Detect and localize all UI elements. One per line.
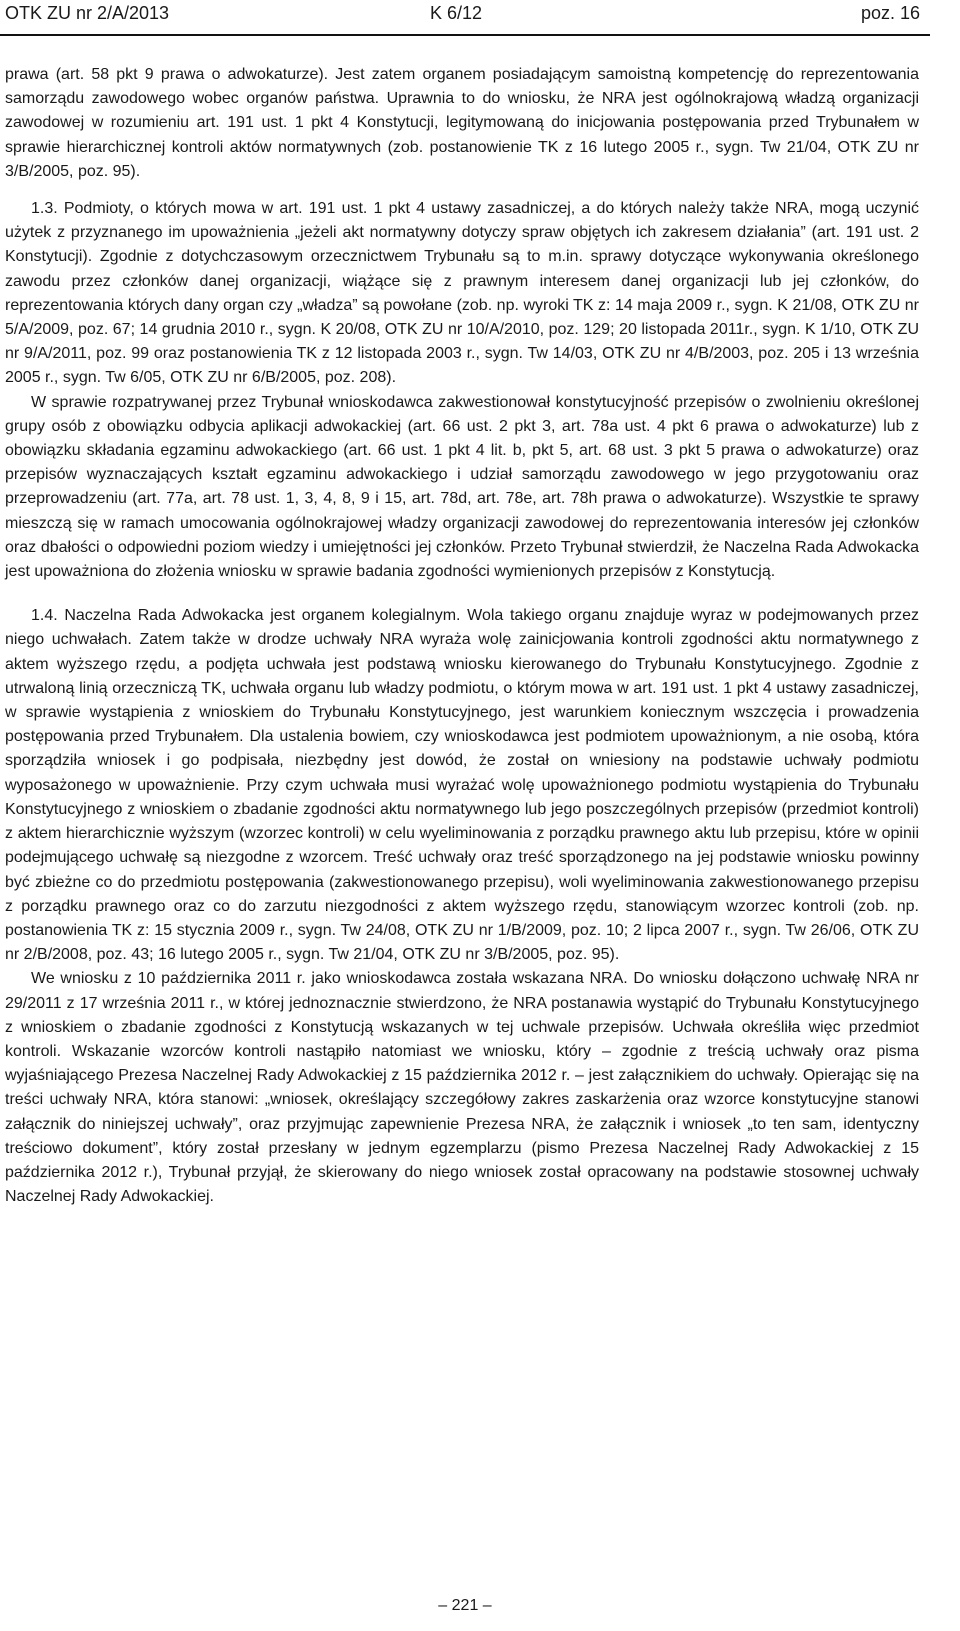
- paragraph-section-1-3: 1.3. Podmioty, o których mowa w art. 191 ust. 1 pkt 4 ustawy zasadniczej, a do których należy także NRA, mogą uczynić użytek z przyznanego im upoważnienia „jeżeli akt normatywny dotyczy spraw objętych ich zakresem działania” (art. 191 ust. 2 Konstytucji). Zgodnie z dotychczasowym orzecznictwem Trybunału są to m.in. sprawy dotyczące wykonywania określonego zawodu przez członków danej organizacji, wiążące się z prawnym interesem danej organizacji lub jej członków, do reprezentowania których dany organ czy „władza” są powołane (zob. np. wyroki TK z: 14 maja 2009 r., sygn. K 21/08, OTK ZU nr 5/A/2009, poz. 67; 14 grudnia 2010 r., sygn. K 20/08, OTK ZU nr 10/A/2010, poz. 129; 20 listopada 2011r., sygn. K 1/10, OTK ZU nr 9/A/2011, poz. 99 oraz postanowienia TK z 12 listopada 2003 r., sygn. Tw 14/03, OTK ZU nr 4/B/2003, poz. 205 i 13 września 2005 r., sygn. Tw 6/05, OTK ZU nr 6/B/2005, poz. 208).: [5, 200, 919, 387]
- paragraph-section-1-4: 1.4. Naczelna Rada Adwokacka jest organem kolegialnym. Wola takiego organu znajduje wyraz w podejmowanych przez niego uchwałach. Zatem także w drodze uchwały NRA wyraża wolę zainicjowania kontroli zgodności aktu normatywnego z aktem wyższego rzędu, a podjęta uchwała jest podstawą wniosku kierowanego do Trybunału Konstytucyjnego. Zgodnie z utrwaloną linią orzeczniczą TK, uchwała organu lub władzy podmiotu, o którym mowa w art. 191 ust. 1 pkt 4 ustawy zasadniczej, w sprawie wystąpienia z wnioskiem do Trybunału Konstytucyjnego, jest warunkiem koniecznym wszczęcia i prowadzenia postępowania przed Trybunałem. Dla ustalenia bowiem, czy wnioskodawca jest podmiotem upoważnionym, a nie osobą, która sporządziła wniosek i go podpisała, niezbędny jest dowód, że został on wniesiony na podstawie uchwały podmiotu wyposażonego w upoważnienie. Przy czym uchwała musi wyrażać wolę upoważnionego podmiotu wystąpienia do Trybunału Konstytucyjnego z wnioskiem o zbadanie zgodności aktu normatywnego lub jego poszczególnych przepisów (przedmiot kontroli) z aktem hierarchicznie wyższym (wzorzec kontroli) w celu wyeliminowania z porządku prawnego aktu lub przepisu, które w opinii podejmującego uchwałę są niezgodne z wzorcem. Treść uchwały oraz treść sporządzonego na jej podstawie wniosku powinny być zbieżne co do przedmiotu postępowania (zakwestionowanego przepisu), woli wyeliminowania zakwestionowanego przepisu z porządku prawnego oraz co do zarzutu niezgodności z aktem wyższego rzędu, stanowiącym wzorzec kontroli (zob. np. postanowienia TK z: 15 stycznia 2009 r., sygn. Tw 24/08, OTK ZU nr 1/B/2009, poz. 10; 2 lipca 2007 r., sygn. Tw 26/06, OTK ZU nr 2/B/2008, poz. 43; 16 lutego 2005 r., sygn. Tw 21/04, OTK ZU nr 3/B/2005, poz. 95).: [5, 607, 919, 964]
- position-number: poz. 16: [860, 3, 920, 23]
- paragraph-continuation: prawa (art. 58 pkt 9 prawa o adwokaturze). Jest zatem organem posiadającym samoistną kompetencję do reprezentowania samorządu zawodowego wobec organów państwa. Uprawnia to do wniosku, że NRA jest ogólnokrajową władzą organizacji zawodowej w rozumieniu art. 191 ust. 1 pkt 4 Konstytucji, legitymowaną do inicjowania postępowania przed Trybunałem w sprawie hierarchicznej kontroli aktów normatywnych (zob. postanowienie TK z 16 lutego 2005 r., sygn. Tw 21/04, OTK ZU nr 3/B/2005, poz. 95).: [5, 66, 919, 180]
- page-footer: [0, 1596, 930, 1616]
- paragraph-case-scope: W sprawie rozpatrywanej przez Trybunał wnioskodawca zakwestionował konstytucyjność przepisów o zwolnieniu określonej grupy osób z obowiązku odbycia aplikacji adwokackiej (art. 66 ust. 2 pkt 3, art. 78a ust. 4 pkt 6 prawa o adwokaturze) lub z obowiązku składania egzaminu adwokackiego (art. 66 ust. 1 pkt 4 lit. b, pkt 5, art. 68 ust. 3 pkt 5 prawa o adwokaturze) oraz przepisów wyznaczających kształt egzaminu adwokackiego i udział samorządu zawodowego w jego przygotowaniu oraz przeprowadzeniu (art. 77a, art. 78 ust. 1, 3, 4, 8, 9 i 15, art. 78d, art. 78e, art. 78h prawa o adwokaturze). Wszystkie te sprawy mieszczą się w ramach umocowania ogólnokrajowej władzy organizacji zawodowej do reprezentowania interesów jej członków oraz dbałości o odpowiedni poziom wiedzy i umiejętności jej członków. Przeto Trybunał stwierdził, że Naczelna Rada Adwokacka jest upoważniona do złożenia wniosku w sprawie badania zgodności wymienionych przepisów z Konstytucją.: [5, 393, 919, 581]
- page-number: – 221 –: [438, 1597, 492, 1614]
- case-signature: K 6/12: [430, 3, 483, 23]
- paragraph-motion-details: We wniosku z 10 października 2011 r. jako wnioskodawca została wskazana NRA. Do wniosku dołączono uchwałę NRA nr 29/2011 z 17 września 2011 r., w której jednoznacznie stwierdzono, że NRA postanawia wystąpić do Trybunału Konstytucyjnego z wnioskiem o zbadanie zgodności z Konstytucją wskazanych w tej uchwale przepisów. Uchwała określiła więc przedmiot kontroli. Wskazanie wzorców kontroli nastąpiło natomiast we wniosku, który – zgodnie z treścią uchwały oraz pisma wyjaśniającego Prezesa Naczelnej Rady Adwokackiej z 15 października 2012 r. – jest załącznikiem do uchwały. Opierając się na treści uchwały NRA, która stanowi: „wniosek, określający szczegółowy zakres zaskarżenia oraz wzorce konstytucyjne stanowi załącznik do niniejszej uchwały”, oraz przyjmując zapewnienie Prezesa NRA, że załącznik i wniosek „to ten sam, identyczny treściowo dokument”, który został przesłany w jednym egzemplarzu (pismo Prezesa Naczelnej Rady Adwokackiej z 15 października 2012 r.), Trybunał przyjął, że skierowany do niego wniosek został opracowany na podstawie stosownej uchwały Naczelnej Rady Adwokackiej.: [5, 970, 919, 1206]
- journal-reference: OTK ZU nr 2/A/2013: [5, 3, 170, 23]
- page-header: [0, 0, 930, 36]
- document-body: [5, 63, 919, 1209]
